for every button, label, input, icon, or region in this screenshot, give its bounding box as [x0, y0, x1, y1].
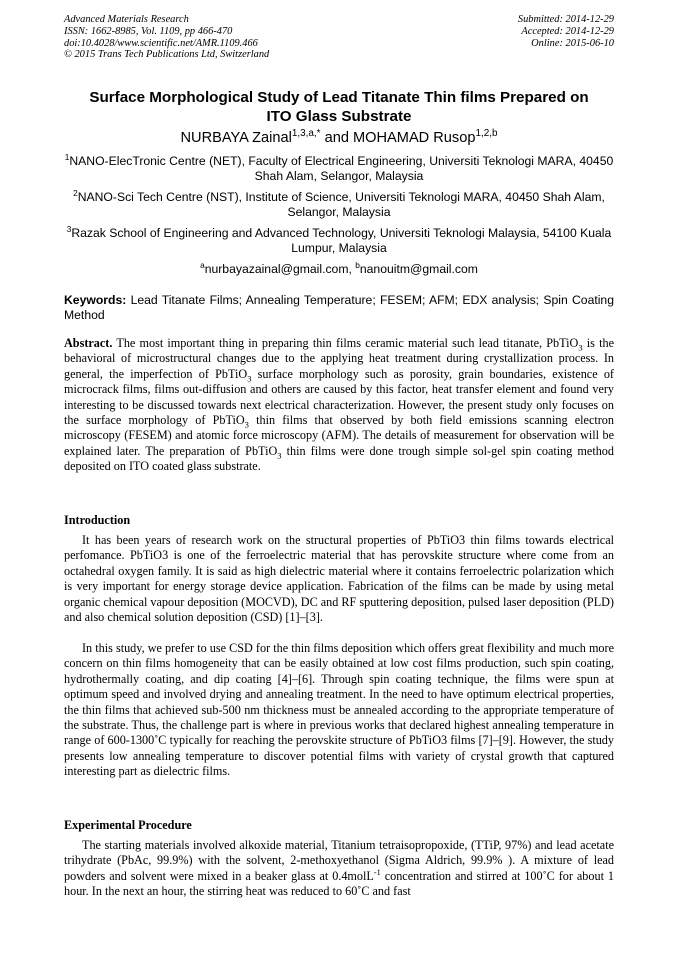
author-emails	[64, 259, 614, 277]
affiliation-3-text: Razak School of Engineering and Advanced Technology, Universiti Teknologi Malaysia, 54100 Kuala Lumpur, Malaysia	[71, 226, 612, 256]
email-b[interactable]: nanouitm@gmail.com	[359, 262, 478, 276]
journal-info	[64, 14, 269, 61]
abstract-sub-1: 3	[578, 342, 583, 353]
copyright: © 2015 Trans Tech Publications Ltd, Switzerland	[64, 49, 270, 61]
affiliation-2-text: NANO-Sci Tech Centre (NST), Institute of Science, Universiti Teknologi MARA, 40450 Shah Alam, Selangor, Malaysia	[77, 190, 605, 220]
paper-title	[64, 88, 614, 126]
online-date: Online: 2015-06-10	[531, 37, 614, 49]
abstract-text-2: is the behavioral of microstructural changes due to the applying heat treatment during crystallization process. In general, the imperfection of PbTiO	[64, 336, 614, 381]
affiliation-2	[64, 187, 614, 221]
abstract-label: Abstract.	[64, 336, 113, 350]
accepted-date: Accepted: 2014-12-29	[521, 25, 614, 37]
doi: doi:10.4028/www.scientific.net/AMR.1109.466	[64, 37, 258, 49]
abstract	[64, 336, 614, 475]
introduction-paragraph-2-text: In this study, we prefer to use CSD for the thin films deposition which offers great flexibility and much more concern on thin films homogeneity that can be easily obtained at low cost films production, such spin coating, hydrothermally coating, and dip coating [4]–[6]. Through spin coating technique, the films were spun at optimum speed and involved drying and annealing treatment. In the need to have optimum electrical properties, the thin films that achieved sub-500 nm thickness must be annealed according to the appropriate temperature of the substrate. Thus, the challenge part is where in previous works that declared highest annealing temperature in range of 600-1300˚C typically for reaching the perovskite structure of PbTiO3 films [7]–[9]. However, the study presents low annealing temperature to discover potential films with variety of crystal growth that captured interesting part as dielectric films.	[64, 641, 614, 779]
abstract-sub-4: 3	[277, 450, 282, 461]
experimental-text-2: concentration and stirred at 100˚C for about 1 hour. In the next an hour, the stirring heat was reduced to 60˚C and fast	[64, 868, 614, 899]
title-line-1: Surface Morphological Study of Lead Titanate Thin films Prepared on	[89, 89, 589, 106]
author-1: NURBAYA Zainal	[180, 130, 292, 146]
affiliation-2-number: 2	[73, 187, 78, 198]
experimental-heading: Experimental Procedure	[64, 818, 192, 832]
abstract-sub-3: 3	[244, 419, 249, 430]
issn-volume: ISSN: 1662-8985, Vol. 1109, pp 466-470	[64, 25, 233, 37]
affiliation-3	[64, 223, 614, 257]
affiliation-1-number: 1	[64, 151, 70, 162]
abstract-text-1: The most important thing in preparing thin films ceramic material such lead titanate, PbTiO	[112, 336, 579, 350]
affiliation-1	[64, 151, 614, 185]
publication-dates	[518, 14, 614, 49]
affiliation-1-text: NANO-ElecTronic Centre (NET), Faculty of Electrical Engineering, Universiti Teknologi MARA, 40450 Shah Alam, Selangor, Malaysia	[69, 154, 614, 184]
email-a-mark: a	[200, 259, 205, 270]
introduction-paragraph-2	[64, 641, 614, 780]
email-b-mark: b	[355, 259, 360, 270]
introduction-heading: Introduction	[64, 513, 131, 527]
introduction-paragraph-1-text: It has been years of research work on the structural properties of PbTiO3 thin films towards electrical perfomance. PbTiO3 is one of the ferroelectric material that has perovskite structure where come from an octahedral oxygen family. It is said as high dielectric material where it contains ferroelectric polarization which is very important for energy storage device application. Fabrication of the films can be made by using metal organic chemical vapour deposition (MOCVD), DC and RF sputtering deposition, pulsed laser deposition (PLD) and also chemical solution deposition (CSD) [1]–[3].	[64, 533, 614, 625]
affiliation-3-number: 3	[66, 223, 72, 234]
email-a[interactable]: nurbayazainal@gmail.com,	[204, 262, 356, 276]
introduction-paragraph-1	[64, 533, 614, 625]
author-1-affiliation-marks: 1,3,a,*	[291, 128, 321, 140]
keywords-label: Keywords:	[64, 293, 127, 307]
author-2-affiliation-marks: 1,2,b	[475, 128, 498, 140]
abstract-text-4: thin films that observed by both field emissions scanning electron microscopy (FESEM) and atomic force microscopy (AFM). The details of measurement for observation will be explained later. The preparation of PbTiO	[64, 413, 614, 458]
keywords	[64, 293, 614, 324]
experimental-unit-exponent: -1	[373, 867, 381, 877]
keywords-text: Lead Titanate Films; Annealing Temperature; FESEM; AFM; EDX analysis; Spin Coating Method	[64, 293, 614, 323]
author-2: MOHAMAD Rusop	[353, 130, 476, 146]
abstract-text-5: thin films were done trough simple sol-gel spin coating method deposited on ITO coated glass substrate.	[64, 443, 614, 474]
journal-name: Advanced Materials Research	[64, 14, 189, 25]
experimental-text-1: The starting materials involved alkoxide material, Titanium tetraisopropoxide, (TTiP, 97%) and lead acetate trihydrate (PbAc, 99.9%) with the solvent, 2-methoxyethanol (Sigma Aldrich, 99.9% ). A mixture of lead powders and solvent were mixed in a beaker glass at 0.4molL	[64, 838, 614, 883]
title-line-2: ITO Glass Substrate	[266, 108, 412, 125]
experimental-paragraph	[64, 838, 614, 900]
submitted-date: Submitted: 2014-12-29	[517, 14, 614, 25]
abstract-text-3: surface morphology such as porosity, grain boundaries, existence of microcrack films, films out-diffusion and others are caused by this factor, heat transfer element and found very interesting to be discussed towards next electrical characterization. However, the present study only focuses on the surface morphology of PbTiO	[64, 366, 614, 428]
author-conjunction: and	[320, 130, 353, 146]
abstract-sub-2: 3	[247, 373, 252, 384]
author-list	[64, 129, 614, 147]
